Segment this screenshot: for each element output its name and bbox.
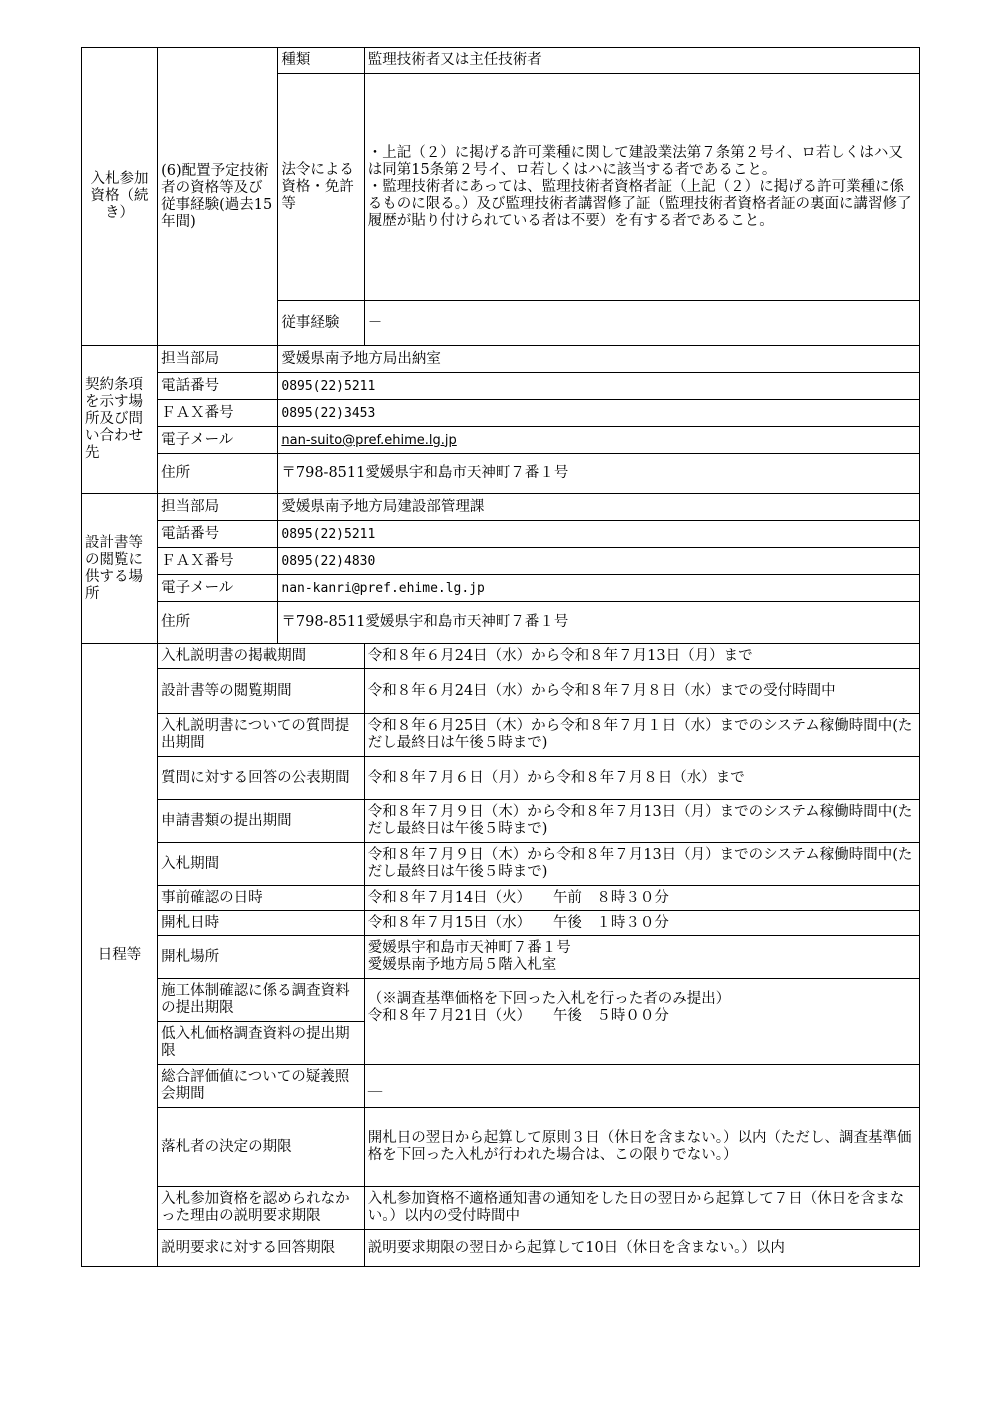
answer-value: 説明要求期限の翌日から起算して10日（休日を含まない。）以内 (364, 1230, 919, 1267)
schedule-row (82, 886, 920, 911)
schedule-row (82, 911, 920, 936)
law-paragraph-1: ・上記（２）に掲げる許可業種に関して建設業法第７条第２号イ、ロ若しくはハ又は同第15条第２号イ、ロ若しくはハに該当する者であること。 (367, 144, 903, 178)
technician-qualification-label: (6)配置予定技術者の資格等及び従事経験(過去15年間) (158, 48, 278, 346)
contract-email-cell (278, 427, 920, 454)
schedule-label: 開札場所 (158, 936, 365, 979)
contract-row (82, 346, 920, 373)
schedule-value: 令和８年６月24日（水）から令和８年７月13日（月）まで (364, 644, 919, 669)
kind-label: 種類 (278, 48, 364, 74)
design-label: 担当部局 (158, 494, 278, 521)
schedule-row (82, 669, 920, 714)
schedule-value: 令和８年７月15日（水） 午後 １時３０分 (364, 911, 919, 936)
contract-value: 愛媛県南予地方局出納室 (278, 346, 920, 373)
schedule-row (82, 936, 920, 979)
reason-label: 入札参加資格を認められなかった理由の説明要求期限 (158, 1187, 365, 1230)
survey-row-1 (82, 979, 920, 1022)
schedule-label: 入札説明書についての質問提出期間 (158, 714, 365, 757)
design-row (82, 548, 920, 575)
reason-value: 入札参加資格不適格通知書の通知をした日の翌日から起算して７日（休日を含まない。）以内の受付時間中 (364, 1187, 919, 1230)
schedule-value: 令和８年７月９日（木）から令和８年７月13日（月）までのシステム稼働時間中(ただし最終日は午後５時まで) (364, 800, 919, 843)
design-label: 住所 (158, 602, 278, 644)
schedule-label: 申請書類の提出期間 (158, 800, 365, 843)
survey-value-line-2: 令和８年７月21日（火） 午後 ５時００分 (367, 1008, 669, 1024)
schedule-value: 令和８年７月９日（木）から令和８年７月13日（月）までのシステム稼働時間中(ただし最終日は午後５時まで) (364, 843, 919, 886)
contract-label: ＦＡＸ番号 (158, 400, 278, 427)
design-label: 電子メール (158, 575, 278, 602)
design-row (82, 521, 920, 548)
contract-label: 電子メール (158, 427, 278, 454)
schedule-label: 質問に対する回答の公表期間 (158, 757, 365, 800)
schedule-label: 設計書等の閲覧期間 (158, 669, 365, 714)
schedule-value: 令和８年７月６日（月）から令和８年７月８日（水）まで (364, 757, 919, 800)
schedule-row (82, 843, 920, 886)
contract-row (82, 427, 920, 454)
survey-value-line-1: （※調査基準価格を下回った入札を行った者のみ提出） (367, 991, 731, 1007)
design-value: 0895(22)4830 (278, 548, 920, 575)
contract-row (82, 454, 920, 494)
schedule-value: 令和８年６月25日（木）から令和８年７月１日（水）までのシステム稼働時間中(ただし最終日は午後５時まで) (364, 714, 919, 757)
schedule-value (364, 936, 919, 979)
schedule-row (82, 644, 920, 669)
contract-value: 〒798-8511愛媛県宇和島市天神町７番１号 (278, 454, 920, 494)
design-section-label: 設計書等の閲覧に供する場所 (82, 494, 158, 644)
schedule-value: 令和８年６月24日（水）から令和８年７月８日（水）までの受付時間中 (364, 669, 919, 714)
contract-label: 担当部局 (158, 346, 278, 373)
kind-value: 監理技術者又は主任技術者 (364, 48, 919, 74)
reason-row (82, 1187, 920, 1230)
schedule-value: 令和８年７月14日（火） 午前 ８時３０分 (364, 886, 919, 911)
survey-label-2: 低入札価格調査資料の提出期限 (158, 1022, 365, 1065)
experience-label: 従事経験 (278, 301, 364, 346)
design-email: nan-kanri@pref.ehime.lg.jp (278, 575, 920, 602)
survey-label-1: 施工体制確認に係る調査資料の提出期限 (158, 979, 365, 1022)
schedule-label: 開札日時 (158, 911, 365, 936)
design-row (82, 575, 920, 602)
winner-label: 落札者の決定の期限 (158, 1108, 365, 1187)
contract-email-link[interactable]: nan-suito@pref.ehime.lg.jp (281, 432, 457, 448)
design-value: 0895(22)5211 (278, 521, 920, 548)
contract-label: 電話番号 (158, 373, 278, 400)
design-row (82, 602, 920, 644)
venue-line-2: 愛媛県南予地方局５階入札室 (367, 957, 557, 973)
kind-row (82, 48, 920, 74)
experience-value: － (364, 301, 919, 346)
law-label: 法令による資格・免許等 (278, 74, 364, 301)
schedule-row (82, 757, 920, 800)
contract-value: 0895(22)5211 (278, 373, 920, 400)
schedule-row (82, 800, 920, 843)
overall-row (82, 1065, 920, 1108)
winner-row (82, 1108, 920, 1187)
design-label: 電話番号 (158, 521, 278, 548)
venue-line-1: 愛媛県宇和島市天神町７番１号 (367, 940, 571, 956)
schedule-label: 事前確認の日時 (158, 886, 365, 911)
schedule-label: 入札期間 (158, 843, 365, 886)
contract-row (82, 373, 920, 400)
survey-value (364, 979, 919, 1065)
schedule-label: 入札説明書の掲載期間 (158, 644, 365, 669)
document-sheet (81, 47, 920, 1267)
law-value (364, 74, 919, 301)
contract-label: 住所 (158, 454, 278, 494)
bid-info-table (81, 47, 920, 1267)
winner-value: 開札日の翌日から起算して原則３日（休日を含まない。）以内（ただし、調査基準価格を下回った入札が行われた場合は、この限りでない。） (364, 1108, 919, 1187)
qualification-section-label: 入札参加資格（続き） (82, 48, 158, 346)
contract-row (82, 400, 920, 427)
design-value: 愛媛県南予地方局建設部管理課 (278, 494, 920, 521)
schedule-row (82, 714, 920, 757)
schedule-section-label: 日程等 (82, 644, 158, 1267)
overall-label: 総合評価値についての疑義照会期間 (158, 1065, 365, 1108)
contract-value: 0895(22)3453 (278, 400, 920, 427)
contract-section-label: 契約条項を示す場所及び問い合わせ先 (82, 346, 158, 494)
answer-row (82, 1230, 920, 1267)
law-paragraph-2: ・監理技術者にあっては、監理技術者資格者証（上記（２）に掲げる許可業種に係るものに限る。）及び監理技術者講習修了証（監理技術者資格者証の裏面に講習修了履歴が貼り付けられている者は不要）を有する者であること。 (367, 178, 912, 229)
overall-value: ＿ (364, 1065, 919, 1108)
design-row (82, 494, 920, 521)
design-label: ＦＡＸ番号 (158, 548, 278, 575)
design-value: 〒798-8511愛媛県宇和島市天神町７番１号 (278, 602, 920, 644)
answer-label: 説明要求に対する回答期限 (158, 1230, 365, 1267)
